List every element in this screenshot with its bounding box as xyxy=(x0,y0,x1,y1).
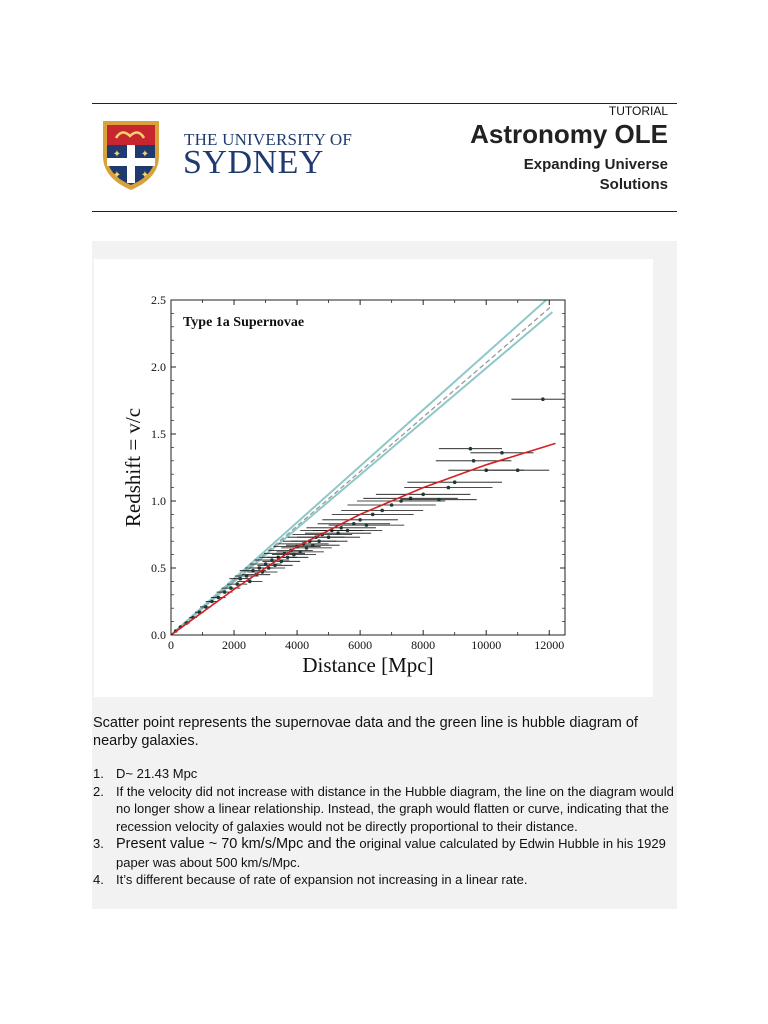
document-type-label: TUTORIAL xyxy=(608,104,668,118)
header-top-rule xyxy=(92,103,677,104)
subtopic-title: Solutions xyxy=(599,176,668,193)
y-tick-label: 2.0 xyxy=(151,360,166,374)
answer-text: It’s different because of rate of expansion not increasing in a linear rate. xyxy=(116,872,528,887)
data-point xyxy=(346,529,350,533)
data-point xyxy=(380,509,384,513)
y-tick-label: 2.5 xyxy=(151,293,166,307)
y-tick-label: 0.5 xyxy=(151,561,166,575)
svg-text:✦: ✦ xyxy=(112,149,122,160)
svg-text:✦: ✦ xyxy=(140,170,150,181)
x-tick-label: 6000 xyxy=(348,638,373,652)
data-point xyxy=(286,556,290,560)
y-tick-label: 1.0 xyxy=(151,494,166,508)
data-point xyxy=(311,543,315,547)
data-point xyxy=(500,451,504,455)
data-point xyxy=(317,539,321,543)
data-point xyxy=(339,526,343,530)
chart-title: Type 1a Supernovae xyxy=(183,315,305,330)
x-tick-label: 10000 xyxy=(471,638,502,652)
header-bottom-rule xyxy=(92,211,677,212)
answer-item-2 xyxy=(93,783,677,836)
hubble-diagram-chart xyxy=(94,259,653,697)
y-axis-label: Redshift = v/c xyxy=(121,407,145,528)
university-name-line2: SYDNEY xyxy=(183,144,324,181)
data-point xyxy=(292,553,296,557)
answer-text-rest: original value calculated by Edwin Hubble in his 1929 paper was about 500 km/s/Mpc. xyxy=(116,836,666,870)
answer-item-3 xyxy=(93,835,677,871)
answer-item-4 xyxy=(93,871,677,889)
answer-item-1 xyxy=(93,765,677,783)
svg-text:✦: ✦ xyxy=(140,149,150,160)
answer-text-lead: Present value ~ 70 km/s/Mpc and the xyxy=(116,836,356,852)
data-point xyxy=(298,550,302,554)
x-tick-label: 12000 xyxy=(534,638,565,652)
data-point xyxy=(371,513,375,517)
answer-number: 1. xyxy=(93,766,104,781)
y-tick-label: 0.0 xyxy=(151,628,166,642)
data-point xyxy=(469,447,473,451)
hubble-diagram-figure xyxy=(94,259,653,697)
x-tick-label: 4000 xyxy=(285,638,310,652)
topic-title: Expanding Universe xyxy=(523,156,668,173)
data-point xyxy=(336,531,340,535)
data-point xyxy=(516,468,520,472)
x-tick-label: 8000 xyxy=(411,638,436,652)
data-point xyxy=(229,586,233,590)
data-point xyxy=(390,503,394,507)
answer-text: If the velocity did not increase with distance in the Hubble diagram, the line on the diagram would no longer show a linear relationship. Instead, the graph would flatten or curve, indicating that the recession velocity of galaxies would not be directly proportional to their distance. xyxy=(116,783,674,834)
hubble-lower-line xyxy=(171,312,552,635)
data-point xyxy=(327,535,331,539)
answer-text: D~ 21.43 Mpc xyxy=(116,766,198,781)
data-point xyxy=(305,546,309,550)
data-point xyxy=(273,564,277,568)
data-point xyxy=(223,590,227,594)
answers-list xyxy=(93,765,677,889)
x-axis-label: Distance [Mpc] xyxy=(302,653,434,677)
data-point xyxy=(210,600,214,604)
data-point xyxy=(541,397,545,401)
y-tick-label: 1.5 xyxy=(151,427,166,441)
svg-text:✦: ✦ xyxy=(112,170,122,181)
university-crest-icon xyxy=(100,118,162,192)
data-point xyxy=(235,582,239,586)
x-tick-label: 2000 xyxy=(222,638,247,652)
data-point xyxy=(472,459,476,463)
data-point xyxy=(358,518,362,522)
course-title: Astronomy OLE xyxy=(470,119,668,149)
data-point xyxy=(217,596,221,600)
data-point xyxy=(365,523,369,527)
figure-caption: Scatter point represents the supernovae data and the green line is hubble diagram of nearby galaxies. xyxy=(93,715,638,749)
data-point xyxy=(453,480,457,484)
x-tick-label: 0 xyxy=(168,638,174,652)
answer-number: 4. xyxy=(93,872,104,887)
university-logo xyxy=(100,118,353,193)
answer-number: 3. xyxy=(93,836,104,851)
data-point xyxy=(447,486,451,490)
data-point xyxy=(239,577,243,581)
data-point xyxy=(421,493,425,497)
data-point xyxy=(280,560,284,564)
answer-number: 2. xyxy=(93,783,104,799)
solution-panel xyxy=(92,241,677,909)
university-name-line1: THE UNIVERSITY OF xyxy=(184,130,353,149)
data-point xyxy=(437,498,441,502)
